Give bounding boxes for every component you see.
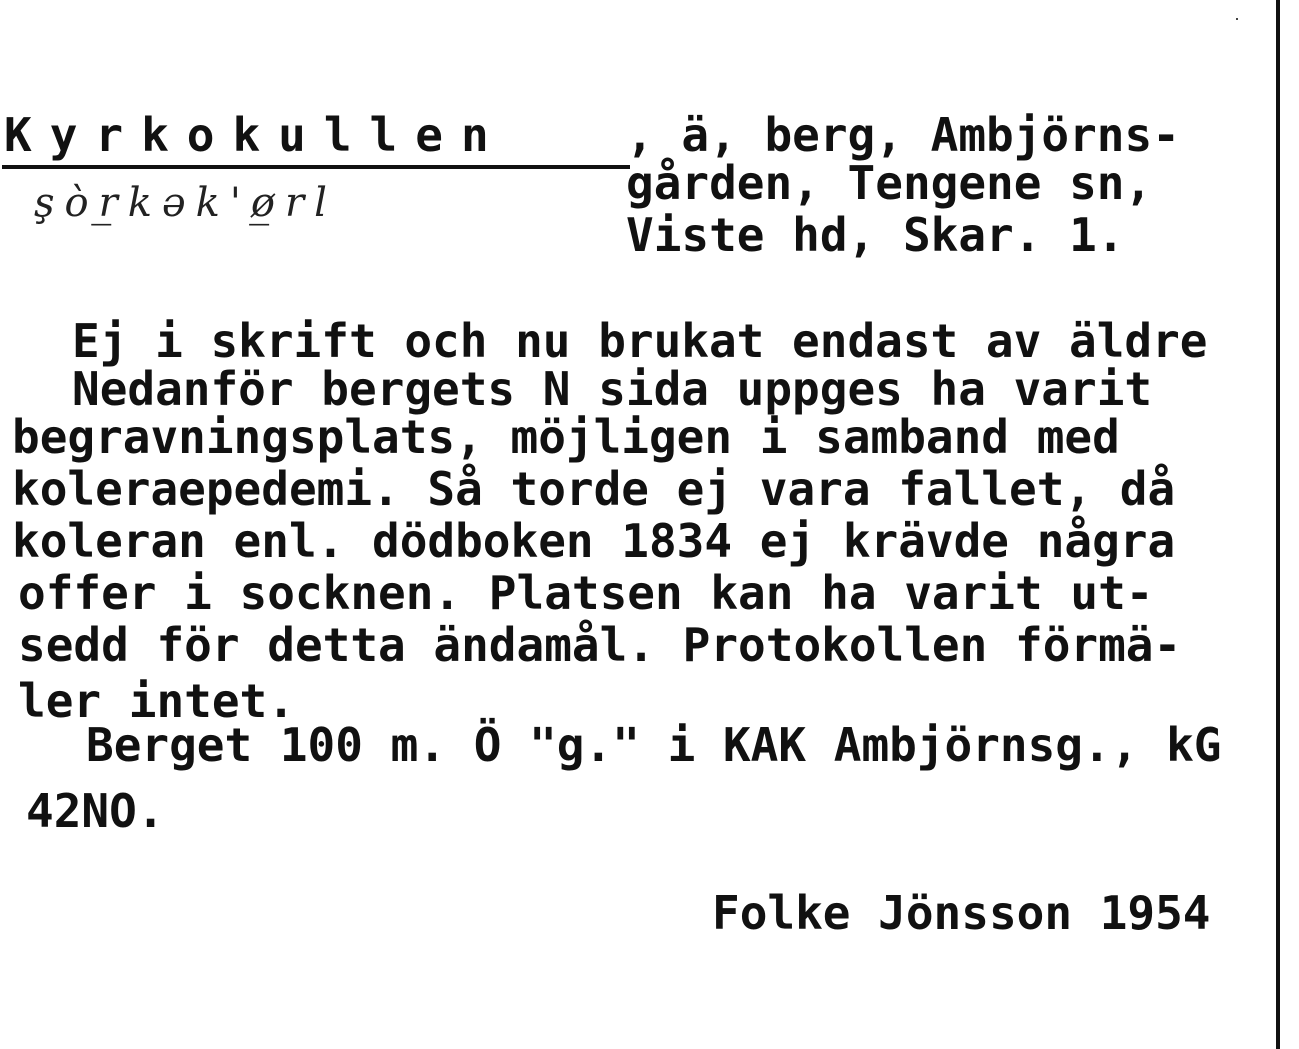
headword-underline <box>2 165 630 169</box>
handwritten-pronunciation: şòr̲kək'ø̲rl <box>34 180 337 226</box>
body-line: 42NO. <box>26 784 165 838</box>
headword: Kyrkokullen <box>4 108 507 162</box>
body-line: Ej i skrift och nu brukat endast av äldre <box>72 314 1208 368</box>
body-line: ler intet. <box>18 674 295 728</box>
body-line: sedd för detta ändamål. Protokollen förmä- <box>18 618 1182 672</box>
location-line-1: gården, Tengene sn, <box>626 156 1153 210</box>
body-line: koleran enl. dödboken 1834 ej krävde några <box>12 514 1176 568</box>
body-line: Nedanför bergets N sida uppges ha varit <box>72 362 1153 416</box>
body-line: begravningsplats, möjligen i samband med <box>12 410 1120 464</box>
location-line-2: Viste hd, Skar. 1. <box>626 208 1125 262</box>
speck <box>1236 18 1238 20</box>
signature: Folke Jönsson 1954 <box>712 886 1211 940</box>
headword-description: , ä, berg, Ambjörns- <box>626 108 1180 162</box>
card-edge-line <box>1276 0 1280 1049</box>
body-line: koleraepedemi. Så torde ej vara fallet, då <box>12 462 1176 516</box>
body-line: offer i socknen. Platsen kan ha varit ut- <box>18 566 1154 620</box>
body-line: Berget 100 m. Ö "g." i KAK Ambjörnsg., kG <box>86 718 1222 772</box>
